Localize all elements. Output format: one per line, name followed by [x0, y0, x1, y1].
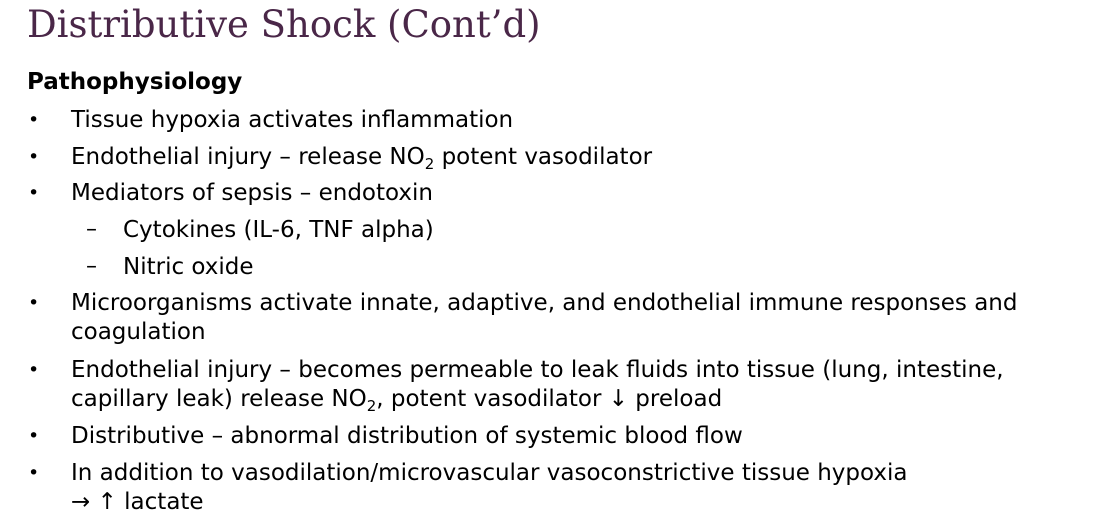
bullet-item: Microorganisms activate innate, adaptive, and endothelial immune responses and [71, 290, 1018, 316]
slide-title: Distributive Shock (Cont’d) [27, 3, 541, 46]
section-heading: Pathophysiology [27, 69, 243, 95]
bullet-item: Distributive – abnormal distribution of systemic blood flow [71, 423, 743, 449]
bullet-text: capillary leak) release NO [71, 386, 367, 412]
bullet-marker: • [28, 462, 40, 484]
bullet-marker: • [28, 292, 40, 314]
sub-bullet-item: Cytokines (IL-6, TNF alpha) [123, 217, 434, 243]
bullet-marker: • [28, 146, 40, 168]
bullet-item-continuation: → ↑ lactate [71, 489, 204, 515]
bullet-marker: • [28, 109, 40, 131]
bullet-item: Mediators of sepsis – endotoxin [71, 180, 433, 206]
bullet-item: Endothelial injury – becomes permeable to leak fluids into tissue (lung, intestine, [71, 357, 1004, 383]
bullet-marker: • [28, 182, 40, 204]
subscript: 2 [366, 397, 377, 415]
bullet-text: potent vasodilator [434, 144, 653, 170]
bullet-marker: • [28, 359, 40, 381]
subscript: 2 [424, 155, 435, 173]
bullet-marker: • [28, 425, 40, 447]
bullet-text: Endothelial injury – release NO [71, 144, 425, 170]
sub-bullet-item: Nitric oxide [123, 254, 254, 280]
sub-bullet-marker: – [86, 217, 97, 242]
bullet-item-continuation [71, 384, 722, 414]
bullet-item [71, 142, 652, 172]
bullet-text: , potent vasodilator ↓ preload [376, 386, 723, 412]
bullet-item-continuation: coagulation [71, 319, 206, 345]
bullet-item: In addition to vasodilation/microvascular vasoconstrictive tissue hypoxia [71, 460, 908, 486]
bullet-item: Tissue hypoxia activates inflammation [71, 107, 514, 133]
sub-bullet-marker: – [86, 254, 97, 279]
